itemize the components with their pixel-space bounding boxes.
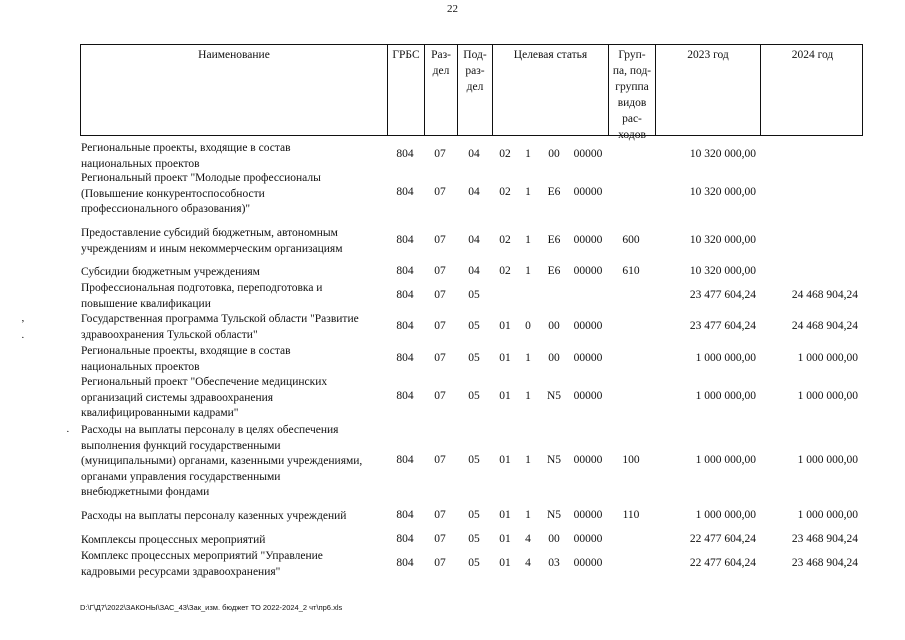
- target-part1: 01: [499, 509, 511, 521]
- podrazdel-cell: 04: [468, 148, 480, 160]
- row-name: [81, 281, 389, 312]
- row-name-line: Расходы на выплаты персоналу в целях обеспечения: [81, 424, 339, 436]
- grbs-cell: 804: [396, 148, 414, 160]
- target-part3: 00: [548, 148, 560, 160]
- row-name-line: выполнения функций государственными: [81, 439, 281, 452]
- amount-2023: 1 000 000,00: [695, 352, 756, 364]
- podrazdel-cell: 05: [468, 289, 480, 301]
- row-name-line: учреждениям и иным некоммерческим организациям: [81, 242, 343, 255]
- amount-2023: 23 477 604,24: [689, 320, 756, 332]
- header-2024: 2024 год: [791, 49, 834, 61]
- podrazdel-cell: 04: [468, 265, 480, 277]
- header-razdel-line: дел: [432, 65, 450, 77]
- group-cell: 610: [622, 265, 640, 277]
- header-grbs: ГРБС: [388, 45, 425, 135]
- row-name-line: Профессиональная подготовка, переподготовка и: [81, 282, 323, 294]
- target-part4: 00000: [573, 186, 603, 198]
- target-part3: N5: [546, 509, 562, 521]
- row-name-line: Региональный проект "Обеспечение медицинских: [81, 376, 328, 388]
- target-part2: 0: [525, 320, 531, 332]
- header-group-line: па, под-: [612, 65, 652, 77]
- amount-2024: 24 468 904,24: [791, 289, 858, 301]
- podrazdel-cell: 05: [468, 509, 480, 521]
- row-name: [81, 533, 389, 549]
- margin-mark: ·: [21, 332, 25, 344]
- grbs-cell: 804: [396, 390, 414, 402]
- target-part3: Е6: [547, 234, 561, 246]
- podrazdel-cell: 04: [468, 186, 480, 198]
- margin-mark: ʼ: [21, 318, 25, 330]
- header-group-line: Груп-: [618, 49, 646, 61]
- amount-2023: 22 477 604,24: [689, 557, 756, 569]
- row-name-line: Региональные проекты, входящие в состав: [81, 142, 291, 154]
- razdel-cell: 07: [434, 320, 446, 332]
- row-name: [81, 141, 389, 172]
- group-cell: 110: [622, 509, 640, 521]
- amount-2024: 24 468 904,24: [791, 320, 858, 332]
- target-part3: 00: [548, 320, 560, 332]
- row-name: [81, 549, 389, 580]
- header-podrazdel-line: Под-: [463, 49, 487, 61]
- target-part2: 1: [525, 390, 531, 402]
- target-part1: 01: [499, 390, 511, 402]
- amount-2023: 10 320 000,00: [689, 186, 756, 198]
- amount-2023: 23 477 604,24: [689, 289, 756, 301]
- row-name-line: Комплекс процессных мероприятий "Управление: [81, 550, 323, 562]
- amount-2023: 10 320 000,00: [689, 265, 756, 277]
- row-name-line: Комплексы процессных мероприятий: [81, 534, 266, 546]
- row-name-line: профессионального образования)": [81, 203, 251, 215]
- target-part2: 1: [525, 352, 531, 364]
- row-name-line: квалифицированными кадрами": [81, 407, 239, 419]
- target-part4: 00000: [573, 352, 603, 364]
- amount-2024: 1 000 000,00: [797, 390, 858, 402]
- row-name-line: внебюджетными фондами: [81, 486, 210, 498]
- row-name-line: здравоохранения Тульской области": [81, 328, 258, 341]
- target-part1: 02: [499, 186, 511, 198]
- row-name-line: повышение квалификации: [81, 297, 211, 310]
- row-name-line: Расходы на выплаты персоналу казенных учреждений: [81, 510, 347, 522]
- group-cell: 600: [622, 234, 640, 246]
- row-name-line: Государственная программа Тульской области "Развитие: [81, 313, 359, 325]
- target-part3: 00: [548, 533, 560, 545]
- podrazdel-cell: 05: [468, 557, 480, 569]
- target-part4: 00000: [573, 390, 603, 402]
- header-group-line: видов: [617, 97, 647, 109]
- razdel-cell: 07: [434, 533, 446, 545]
- row-name-line: органами управления государственными: [81, 470, 281, 483]
- razdel-cell: 07: [434, 352, 446, 364]
- header-target-article: Целевая статья: [493, 45, 609, 135]
- target-part1: 01: [499, 454, 511, 466]
- target-part1: 02: [499, 234, 511, 246]
- header-2023: 2023 год: [656, 45, 761, 135]
- grbs-cell: 804: [396, 557, 414, 569]
- target-part2: 1: [525, 148, 531, 160]
- target-part4: 00000: [573, 509, 603, 521]
- target-part1: 01: [499, 533, 511, 545]
- row-name: [81, 423, 389, 501]
- podrazdel-cell: 05: [468, 320, 480, 332]
- grbs-cell: 804: [396, 265, 414, 277]
- amount-2024: 1 000 000,00: [797, 509, 858, 521]
- header-podrazdel-line: раз-: [465, 65, 485, 77]
- header-group-line: группа: [615, 81, 649, 93]
- target-part3: 00: [548, 352, 560, 364]
- target-part1: 01: [499, 320, 511, 332]
- podrazdel-cell: 04: [468, 234, 480, 246]
- file-path-footer: D:\Г\Д7\2022\ЗАКОНЫ\ЗАС_43\Зак_изм. бюджет ТО 2022-2024_2 чт\пр6.xls: [80, 603, 343, 612]
- header-group-line: рас-: [622, 113, 642, 125]
- amount-2023: 10 320 000,00: [689, 148, 756, 160]
- grbs-cell: 804: [396, 352, 414, 364]
- amount-2024: 23 468 904,24: [791, 557, 858, 569]
- target-part2: 4: [525, 533, 531, 545]
- target-part4: 00000: [573, 265, 603, 277]
- target-part1: 01: [499, 557, 511, 569]
- podrazdel-cell: 05: [468, 533, 480, 545]
- header-razdel-line: Раз-: [431, 49, 451, 61]
- grbs-cell: 804: [396, 289, 414, 301]
- target-part3: 03: [548, 557, 560, 569]
- row-name-line: Региональный проект "Молодые профессионалы: [81, 172, 321, 184]
- podrazdel-cell: 05: [468, 352, 480, 364]
- row-name-line: организаций системы здравоохранения: [81, 391, 274, 404]
- row-name-line: кадровыми ресурсами здравоохранения": [81, 565, 281, 578]
- target-part4: 00000: [573, 454, 603, 466]
- amount-2024: 1 000 000,00: [797, 454, 858, 466]
- header-group-line: ходов: [618, 129, 646, 141]
- amount-2024: 1 000 000,00: [797, 352, 858, 364]
- target-part2: 1: [525, 234, 531, 246]
- razdel-cell: 07: [434, 454, 446, 466]
- grbs-cell: 804: [396, 509, 414, 521]
- target-part2: 1: [525, 186, 531, 198]
- grbs-cell: 804: [396, 454, 414, 466]
- razdel-cell: 07: [434, 557, 446, 569]
- row-name: [81, 226, 389, 257]
- razdel-cell: 07: [434, 289, 446, 301]
- target-part3: Е6: [547, 265, 561, 277]
- row-name-line: (Повышение конкурентоспособности: [81, 187, 265, 200]
- grbs-cell: 804: [396, 234, 414, 246]
- podrazdel-cell: 05: [468, 390, 480, 402]
- row-name: [81, 312, 389, 343]
- target-part3: Е6: [547, 186, 561, 198]
- row-name: [81, 171, 389, 218]
- target-part2: 1: [525, 509, 531, 521]
- amount-2023: 1 000 000,00: [695, 454, 756, 466]
- target-part2: 1: [525, 454, 531, 466]
- target-part2: 1: [525, 265, 531, 277]
- target-part1: 02: [499, 148, 511, 160]
- razdel-cell: 07: [434, 234, 446, 246]
- target-part1: 01: [499, 352, 511, 364]
- amount-2023: 22 477 604,24: [689, 533, 756, 545]
- target-part4: 00000: [573, 557, 603, 569]
- row-name-line: Субсидии бюджетным учреждениям: [81, 266, 260, 278]
- target-part4: 00000: [573, 234, 603, 246]
- razdel-cell: 07: [434, 265, 446, 277]
- group-cell: 100: [622, 454, 640, 466]
- grbs-cell: 804: [396, 320, 414, 332]
- row-name-line: Предоставление субсидий бюджетным, автономным: [81, 227, 338, 239]
- amount-2023: 10 320 000,00: [689, 234, 756, 246]
- target-part2: 4: [525, 557, 531, 569]
- amount-2023: 1 000 000,00: [695, 509, 756, 521]
- grbs-cell: 804: [396, 533, 414, 545]
- page-number: 22: [447, 3, 458, 15]
- row-name-line: национальных проектов: [81, 360, 200, 373]
- header-podrazdel-line: дел: [466, 81, 484, 93]
- margin-mark: ·: [66, 426, 70, 438]
- grbs-cell: 804: [396, 186, 414, 198]
- row-name: [81, 265, 389, 281]
- target-part4: 00000: [573, 533, 603, 545]
- amount-2024: 23 468 904,24: [791, 533, 858, 545]
- razdel-cell: 07: [434, 148, 446, 160]
- header-name: Наименование: [81, 45, 388, 135]
- target-part1: 02: [499, 265, 511, 277]
- razdel-cell: 07: [434, 390, 446, 402]
- razdel-cell: 07: [434, 186, 446, 198]
- target-part3: N5: [546, 390, 562, 402]
- podrazdel-cell: 05: [468, 454, 480, 466]
- target-part4: 00000: [573, 148, 603, 160]
- row-name-line: Региональные проекты, входящие в состав: [81, 345, 291, 357]
- target-part4: 00000: [573, 320, 603, 332]
- razdel-cell: 07: [434, 509, 446, 521]
- row-name: [81, 509, 389, 525]
- row-name: [81, 375, 389, 422]
- target-part3: N5: [546, 454, 562, 466]
- amount-2023: 1 000 000,00: [695, 390, 756, 402]
- row-name-line: национальных проектов: [81, 157, 200, 170]
- row-name-line: (муниципальными) органами, казенными учреждениями,: [81, 455, 363, 467]
- row-name: [81, 344, 389, 375]
